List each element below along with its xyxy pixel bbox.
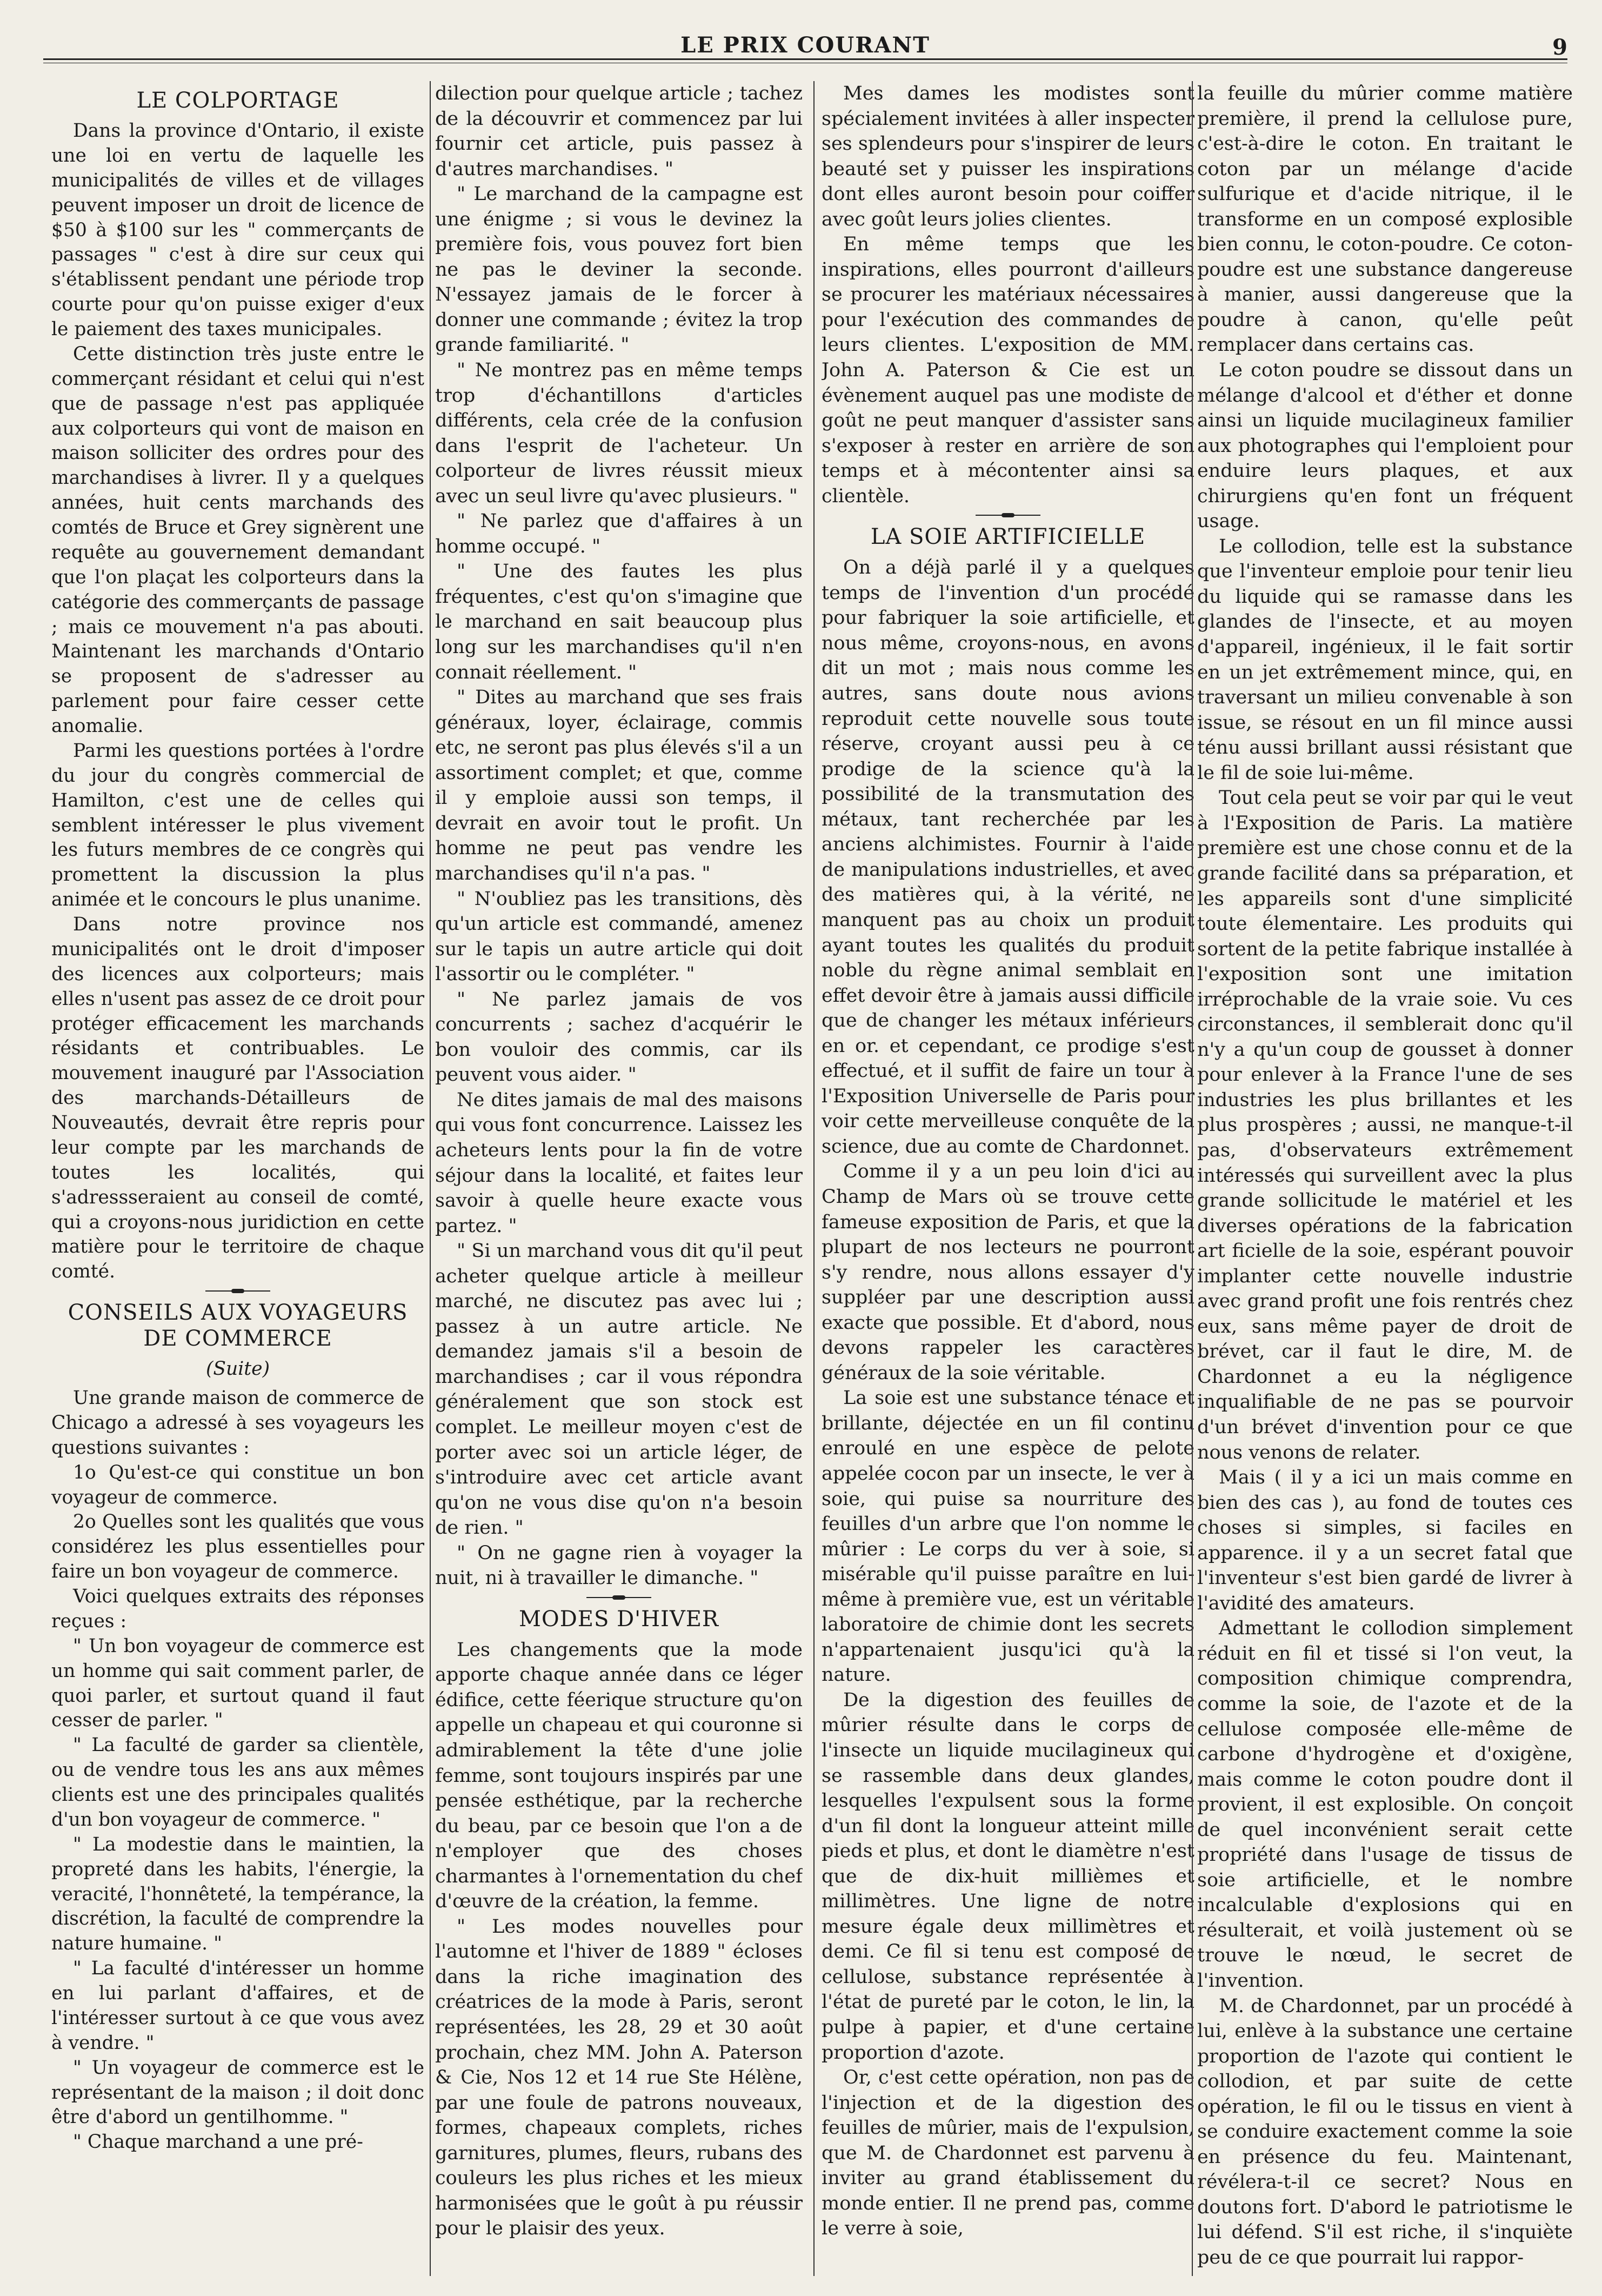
paragraph: " Dites au marchand que ses frais généraux, loyer, éclairage, commis etc, ne seront pas plus élevés s'il a un assortiment complet; et que, comme il y emploie aussi son temps, il devrait en avoir tout le profit. Un homme ne peut pas vendre les marchandises qu'il n'a pas. "	[435, 687, 803, 884]
paragraph: " Ne parlez que d'affaires à un homme occupé. "	[435, 510, 803, 557]
paragraph: Admettant le collodion simplement réduit en fil et tissé si l'on veut, la composition chimique comprendra, comme la soie, de l'azote et de la cellulose composée elle-même de carbone d'hydrogène et d'oxigène, mais comme le coton poudre dont il provient, il est explosible. On conçoit de quel inconvénient serait cette propriété dans l'usage de tissus de soie artificielle, et le nombre incalculable d'explosions qui en résulterait, et voilà justement où se trouve le nœud, le secret de l'invention.	[1197, 1618, 1573, 1992]
header-rule	[43, 58, 1567, 60]
newspaper-title: LE PRIX COURANT	[680, 32, 930, 58]
column-divider	[1192, 81, 1193, 2276]
page-number: 9	[1552, 35, 1567, 60]
paragraph: Le coton poudre se dissout dans un mélange d'alcool et d'éther et donne ainsi un liquide mucilagineux familier aux photographes qui l'emploient pour enduire leurs plaques, et aux chirurgiens qu'en font un fréquent usage.	[1197, 360, 1573, 533]
column-2	[435, 81, 803, 2276]
paragraph: " La modestie dans le maintien, la propreté dans les habits, l'énergie, la veracité, l'honnêteté, la tempérance, la discrétion, la faculté de comprendre la nature humaine. "	[51, 1833, 424, 1955]
article-heading: LA SOIE ARTIFICIELLE	[870, 524, 1146, 550]
paragraph: " Le marchand de la campagne est une énigme ; si vous le devinez la première fois, vous pouvez fort bien ne pas le deviner la seconde. N'essayez jamais de le forcer à donner une commande ; évitez la trop grande familiarité. "	[435, 183, 803, 356]
paragraph: " Un voyageur de commerce est le représentant de la maison ; il doit donc être d'abord un gentilhomme. "	[51, 2057, 424, 2128]
article-heading: LE COLPORTAGE	[136, 88, 339, 113]
paragraph: " Chaque marchand a une pré-	[73, 2131, 363, 2153]
section-divider	[976, 513, 1040, 517]
paragraph: 2o Quelles sont les qualités que vous considérez les plus essentielles pour faire un bon voyageur de commerce.	[51, 1511, 424, 1583]
paragraph-continued: dilection pour quelque article ; tachez de la découvrir et commencez par lui fournir cet article, puis passez à d'autres marchandises. "	[435, 83, 803, 180]
paragraph: Tout cela peut se voir par qui le veut à l'Exposition de Paris. La matière première est une chose connu et de la grande facilité dans sa préparation, et les appareils sont d'une simplicité toute élementaire. Les produits qui sortent de la petite fabrique installée à l'exposition sont une imitation irréprochable de la vraie soie. Vu ces circonstances, il semblerait donc qu'il n'y a qu'un coup de gousset à donner pour enlever à la France l'une de ses industries les plus brillantes et les plus prospères ; aussi, ne manque-t-il pas, d'observateurs extrêmement intéressés qui surveillent avec la plus grande sollicitude le matériel et les diverses opérations de la fabrication art ficielle de la soie, espérant pouvoir implanter cette nouvelle industrie avec grand profit une fois rentrés chez eux, sans même payer de droit de brévet, car il faut le dire, M. de Chardonnet a eu la négligence inqualifiable de ne pas se pourvoir d'un brévet d'invention pour ce que nous venons de relater.	[1197, 787, 1573, 1463]
paragraph: Le collodion, telle est la substance que l'inventeur emploie pour tenir lieu du liquide qui se ramasse dans les glandes de l'insecte, et au moyen d'appareil, ingénieux, il le fait sortir en un jet extrêmement mince, qui, en traversant un milieu convenable à son issue, se résout en un fil mince aussi ténu aussi brillant aussi résistant que le fil de soie lui-même.	[1197, 535, 1573, 784]
paragraph: La soie est une substance ténace et brillante, déjectée en un fil continu enroulé en une espèce de pelote appelée cocon par un insecte, le ver à soie, qui puise sa nourriture des feuilles d'un arbre que l'on nomme le mûrier : Le corps du ver à soie, si misérable qu'il puisse paraître en lui-même à première vue, est un véritable laboratoire de chimie dont les secrets n'appartenaient jusqu'ici qu'à la nature.	[822, 1387, 1194, 1686]
article-heading: MODES D'HIVER	[518, 1606, 719, 1632]
paragraph: " Ne parlez jamais de vos concurrents ; sachez d'acquérir le bon vouloir des commis, car ils peuvent vous aider. "	[435, 988, 803, 1086]
paragraph: Or, c'est cette opération, non pas de l'injection et de la digestion des feuilles de mûrier, mais de l'expulsion, que M. de Chardonnet est parvenu à inviter au grand établissement du monde entier. Il ne prend pas, comme le verre à soie,	[822, 2067, 1194, 2240]
paragraph: " On ne gagne rien à voyager la nuit, ni à travailler le dimanche. "	[435, 1542, 803, 1589]
article-heading: CONSEILS AUX VOYAGEURS DE COMMERCE	[68, 1300, 408, 1352]
paragraph: Ne dites jamais de mal des maisons qui vous font concurrence. Laissez les acheteurs lents pour la fin de votre séjour dans la localité, et faites leur savoir à quelle heure exacte vous partez. "	[435, 1089, 803, 1237]
page-header	[43, 23, 1567, 60]
paragraph: " Ne montrez pas en même temps trop d'échantillons d'articles différents, cela crée de la confusion dans l'esprit de l'acheteur. Un colporteur de livres réussit mieux avec un seul livre qu'avec plusieurs. "	[435, 360, 803, 507]
paragraph: Les changements que la mode apporte chaque année dans ce léger édifice, cette féerique structure qu'on appelle un chapeau et qui couronne si admirablement la tête d'une jolie femme, sont toujours inspirés par une pensée esthétique, par la recherche du beau, par ce besoin que l'on a de n'employer que des choses charmantes à l'ornementation du chef d'œuvre de la création, la femme.	[435, 1639, 803, 1913]
column-divider	[813, 81, 815, 2276]
paragraph: Parmi les questions portées à l'ordre du jour du congrès commercial de Hamilton, c'est une de celles qui semblent intéresser le plus vivement les futurs membres de ce congrès qui promettent la discussion la plus animée et le concours le plus unanime.	[51, 740, 424, 911]
article-subheading: (Suite)	[205, 1358, 270, 1380]
paragraph: Voici quelques extraits des réponses reçues :	[51, 1586, 424, 1632]
paragraph: " La faculté d'intéresser un homme en lui parlant d'affaires, et de l'intéresser surtout à ce que vous avez à vendre. "	[51, 1958, 424, 2054]
paragraph: " Une des fautes les plus fréquentes, c'est qu'on s'imagine que le marchand en sait beaucoup plus long sur les marchandises qu'il n'en connait réellement. "	[435, 561, 803, 683]
paragraph: Cette distinction très juste entre le commerçant résidant et celui qui n'est que de passage n'est pas appliquée aux colporteurs qui vont de maison en maison solliciter des ordres pour des marchandises à livrer. Il y a quelques années, huit cents marchands des comtés de Bruce et Grey signèrent une requête au gouvernement demandant que l'on plaçat les colporteurs dans la catégorie des commerçants de passage ; mais ce mouvement n'a pas abouti. Maintenant les marchands d'Ontario se proposent de s'adresser au parlement pour faire cesser cette anomalie.	[51, 343, 424, 737]
paragraph: On a déjà parlé il y a quelques temps de l'invention d'un procédé pour fabriquer la soie artificielle, et nous même, croyons-nous, en avons dit un mot ; mais nous comme les autres, sans doute nous avions reproduit cette nouvelle sous toute réserve, croyant aussi peu à ce prodige de la science qu'à la possibilité de la transmutation des métaux, tant recherchée par les anciens alchimistes. Fournir à l'aide de manipulations industrielles, et avec des matières qui, à la vérité, ne manquent pas au choix un produit ayant toutes les qualités du produit noble du règne animal semblait en effet devoir être à jamais aussi difficile que de changer les métaux inférieurs en or. et cependant, ce prodige s'est effectué, et il suffit de faire un tour à l'Exposition Universelle de Paris pour voir cette merveilleuse conquête de la science, due au comte de Chardonnet.	[822, 557, 1194, 1157]
paragraph: En même temps que les inspirations, elles pourront d'ailleurs se procurer les matériaux nécessaires pour l'exécution des commandes de leurs clientes. L'exposition de MM. John A. Paterson & Cie est un évènement auquel pas une modiste de goût ne peut manquer d'assister sans s'exposer à rester en arrière de son temps et à mécontenter ainsi sa clientèle.	[822, 234, 1194, 507]
paragraph: Mais ( il y a ici un mais comme en bien des cas ), au fond de toutes ces choses si simples, si faciles en apparence. il y a un secret fatal que l'inventeur s'est bien gardé de livrer à l'avidité des amateurs.	[1197, 1467, 1573, 1614]
paragraph: " Un bon voyageur de commerce est un homme qui sait comment parler, de quoi parler, et surtout quand il faut cesser de parler. "	[51, 1635, 424, 1732]
section-divider	[205, 1289, 270, 1293]
paragraph: " Si un marchand vous dit qu'il peut acheter quelque article à meilleur marché, ne discutez pas avec lui ; passez à un autre article. Ne demandez jamais s'il a besoin de marchandises ; car il vous répondra généralement que son stock est complet. Le meilleur moyen c'est de porter avec soi un article léger, de s'introduire avec cet article avant qu'on ne vous dise qu'on n'a besoin de rien. "	[435, 1240, 803, 1539]
column-1	[51, 81, 424, 2276]
paragraph: " N'oubliez pas les transitions, dès qu'un article est commandé, amenez sur le tapis un autre article qui doit l'assortir ou le compléter. "	[435, 888, 803, 986]
paragraph: Une grande maison de commerce de Chicago a adressé à ses voyageurs les questions suivantes :	[51, 1387, 424, 1459]
paragraph: Dans la province d'Ontario, il existe une loi en vertu de laquelle les municipalités de villes et de villages peuvent imposer un droit de licence de $50 à $100 sur les " commerçants de passages " c'est à dire sur ceux qui s'établissent pendant une période trop courte pour qu'on puisse exiger d'eux le paiement des taxes municipales.	[51, 120, 424, 340]
paragraph: De la digestion des feuilles de mûrier résulte dans le corps de l'insecte un liquide mucilagineux qui se rassemble dans deux glandes, lesquelles l'expulsent sous la forme d'un fil dont la longueur atteint mille pieds et plus, et dont le diamètre n'est que de dix-huit millièmes et millimètres. Une ligne de notre mesure égale deux millimètres et demi. Ce fil si tenu est composé de cellulose, substance représentée à l'état de pureté par le coton, le lin, la pulpe à papier, et d'une certaine proportion d'azote.	[822, 1689, 1194, 2064]
section-divider	[586, 1595, 651, 1600]
column-3	[822, 81, 1194, 2276]
paragraph: Comme il y a un peu loin d'ici au Champ de Mars où se trouve cette fameuse exposition de Paris, et que la plupart de nos lecteurs ne pourront s'y rendre, nous allons essayer d'y suppléer par une description aussi exacte que possible. Et d'abord, nous devons rappeler les caractères généraux de la soie véritable.	[822, 1161, 1194, 1384]
paragraph-continued: la feuille du mûrier comme matière première, il prend la cellulose pure, c'est-à-dire le coton. En traitant le coton par un mélange d'acide sulfurique et d'acide nitrique, il le transforme en un composé explosible bien connu, le coton-poudre. Ce coton-poudre est une substance dangereuse à manier, aussi dangereuse que la poudre à canon, qu'elle peût remplacer dans certains cas.	[1197, 83, 1573, 356]
paragraph: Mes dames les modistes sont spécialement invitées à aller inspecter ses splendeurs pour s'inspirer de leurs beauté set y puisser les inspirations dont elles auront besoin pour coiffer avec goût leurs jolies clientes.	[822, 83, 1194, 230]
paragraph: " Les modes nouvelles pour l'automne et l'hiver de 1889 " écloses dans la riche imagination des créatrices de la mode à Paris, seront représentées, les 28, 29 et 30 août prochain, chez MM. John A. Paterson & Cie, Nos 12 et 14 rue Ste Hélène, par une foule de patrons nouveaux, formes, chapeaux complets, riches garnitures, plumes, fleurs, rubans des couleurs les plus riches et les mieux harmonisées que le goût à pu réussir pour le plaisir des yeux.	[435, 1915, 803, 2240]
column-4	[1197, 81, 1573, 2276]
paragraph: " La faculté de garder sa clientèle, ou de vendre tous les ans aux mêmes clients est une des principales qualités d'un bon voyageur de commerce. "	[51, 1734, 424, 1831]
column-divider	[430, 81, 431, 2276]
paragraph: M. de Chardonnet, par un procédé à lui, enlève à la substance une certaine proportion de l'azote qui contient le collodion, et par suite de cette opération, le fil ou le tissus en vient à se conduire exactement comme la soie en présence du feu. Maintenant, révélera-t-il ce secret? Nous en doutons fort. D'abord le patriotisme le lui défend. S'il est riche, il s'inquiète peu de ce que pourrait lui rappor-	[1197, 1995, 1573, 2269]
paragraph: Dans notre province nos municipalités ont le droit d'imposer des licences aux colporteurs; mais elles n'usent pas assez de ce droit pour protéger efficacement les marchands résidants et contribuables. Le mouvement inauguré par l'Association des marchands-Détailleurs de Nouveautés, devrait être repris pour leur compte par les marchands de toutes les localités, qui s'adressseraient au conseil de comté, qui a croyons-nous juridiction en cette matière pour le territoire de chaque comté.	[51, 914, 424, 1283]
paragraph: 1o Qu'est-ce qui constitue un bon voyageur de commerce.	[51, 1461, 424, 1508]
